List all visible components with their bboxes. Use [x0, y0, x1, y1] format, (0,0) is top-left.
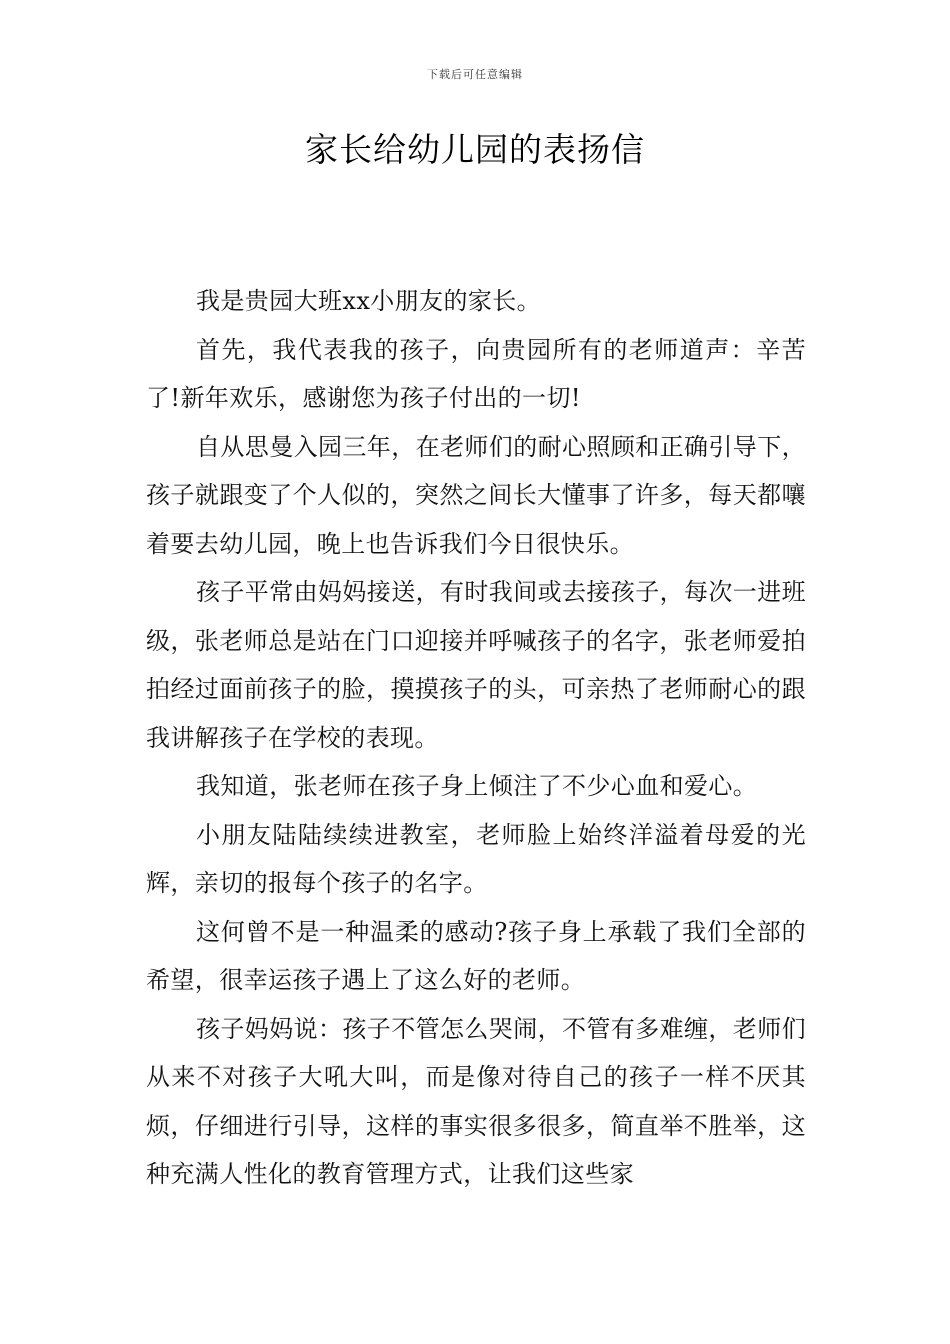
paragraph: 我知道，张老师在孩子身上倾注了不少心血和爱心。	[196, 772, 758, 800]
paragraph: 孩子平常由妈妈接送，有时我间或去接孩子，每次一进班级，张老师总是站在门口迎接并呼喊孩子的名字，张老师爱拍拍经过面前孩子的脸，摸摸孩子的头，可亲热了老师耐心的跟我讲解孩子在学校的表现。	[146, 578, 806, 752]
paragraph: 首先，我代表我的孩子，向贵园所有的老师道声：辛苦了!新年欢乐，感谢您为孩子付出的一切!	[146, 335, 806, 412]
paragraph: 这何曾不是一种温柔的感动?孩子身上承载了我们全部的希望，很幸运孩子遇上了这么好的老师。	[146, 917, 806, 994]
paragraph: 我是贵园大班xx小朋友的家长。	[196, 287, 542, 315]
document-title: 家长给幼儿园的表扬信	[305, 130, 645, 169]
paragraph: 自从思曼入园三年，在老师们的耐心照顾和正确引导下，孩子就跟变了个人似的，突然之间长大懂事了许多，每天都嚷着要去幼儿园，晚上也告诉我们今日很快乐。	[146, 432, 806, 558]
paragraph: 孩子妈妈说：孩子不管怎么哭闹，不管有多难缠，老师们从来不对孩子大吼大叫，而是像对待自己的孩子一样不厌其烦，仔细进行引导，这样的事实很多很多，简直举不胜举，这种充满人性化的教育管理方式，让我们这些家	[146, 1014, 806, 1188]
paragraph: 小朋友陆陆续续进教室，老师脸上始终洋溢着母爱的光辉，亲切的报每个孩子的名字。	[146, 820, 806, 897]
header-note: 下载后可任意编辑	[427, 68, 523, 81]
letter-body	[146, 277, 806, 1199]
